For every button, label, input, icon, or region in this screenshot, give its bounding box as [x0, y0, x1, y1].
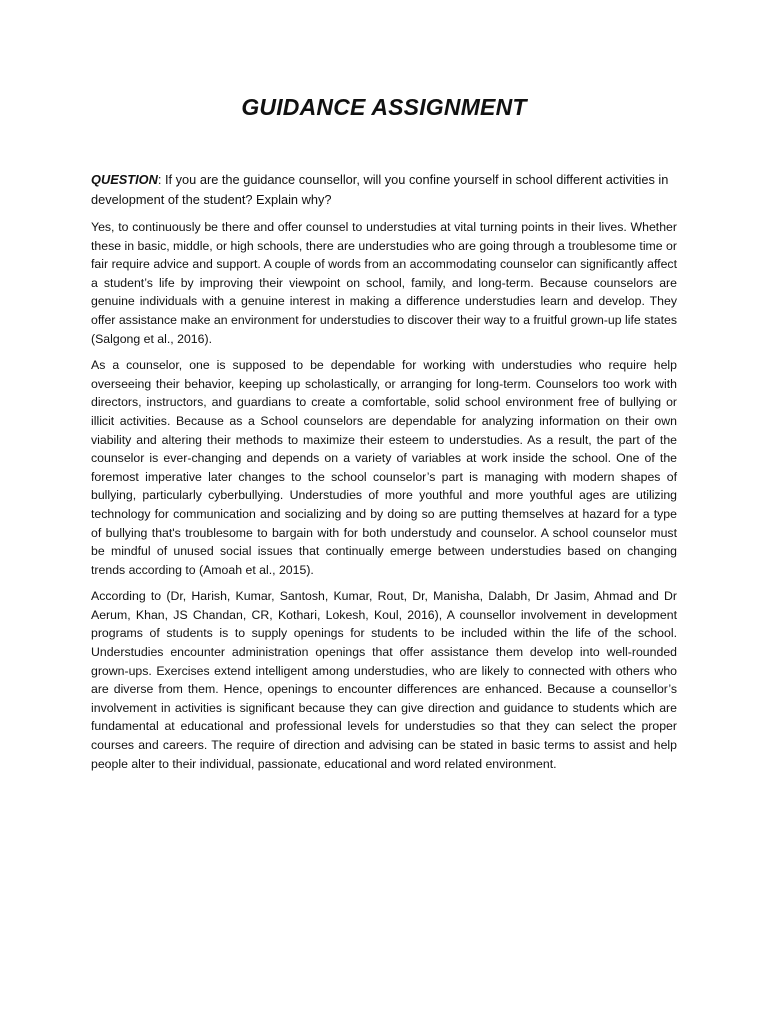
document-title: GUIDANCE ASSIGNMENT	[241, 94, 527, 120]
question-separator: :	[157, 172, 165, 187]
document-body	[91, 170, 677, 781]
question-text: If you are the guidance counsellor, will you confine yourself in school different activities in development of the student? Explain why?	[91, 172, 669, 207]
question-block	[91, 170, 677, 210]
paragraph-3: According to (Dr, Harish, Kumar, Santosh, Kumar, Rout, Dr, Manisha, Dalabh, Dr Jasim, Ahmad and Dr Aerum, Khan, JS Chandan, CR, Kothari, Lokesh, Koul, 2016), A counsellor involvement in development programs of students is to supply openings for students to be included within the life of the school. Understudies encounter administration openings that offer assistance them develop into well-rounded grown-ups. Exercises extend intelligent among understudies, who are likely to connected with others who are diverse from them. Hence, openings to encounter differences are enhanced. Because a counsellor’s involvement in activities is significant because they can give direction and guidance to students which are fundamental at educational and professional levels for understudies so that they can select the proper courses and careers. The require of direction and advising can be stated in basic terms to assist and help people alter to their individual, passionate, educational and word related environment.	[91, 589, 677, 771]
question-label: QUESTION	[91, 172, 158, 187]
paragraph-1: Yes, to continuously be there and offer counsel to understudies at vital turning points in their lives. Whether these in basic, middle, or high schools, there are understudies who are going through a troublesome time or fair require advice and support. A couple of words from an accommodating counselor can significantly affect a student’s life by improving their viewpoint on school, family, and long-term. Because counselors are genuine individuals with a genuine interest in making a difference understudies learn and develop. They offer assistance make an environment for understudies to discover their way to a fruitful grown-up life states (Salgong et al., 2016).	[91, 220, 677, 346]
paragraph-2: As a counselor, one is supposed to be dependable for working with understudies who require help overseeing their behavior, keeping up scholastically, or arranging for long-term. Counselors too work with directors, instructors, and guardians to create a comfortable, solid school environment free of bullying or illicit activities. Because as a School counselors are dependable for analyzing information on their own viability and altering their methods to maximize their esteem to understudies. As a result, the part of the counselor is ever-changing and depends on a variety of variables at work inside the school. One of the foremost imperative later changes to the school counselor’s part is managing with modern shapes of bullying, particularly cyberbullying. Understudies of more youthful and more youthful ages are utilizing technology for communication and socializing and by doing so are putting themselves at hazard for a type of bullying that's troublesome to bargain with for both understudy and counselor. A school counselor must be mindful of unused social issues that continually emerge between understudies based on changing trends according to (Amoah et al., 2015).	[91, 358, 677, 577]
